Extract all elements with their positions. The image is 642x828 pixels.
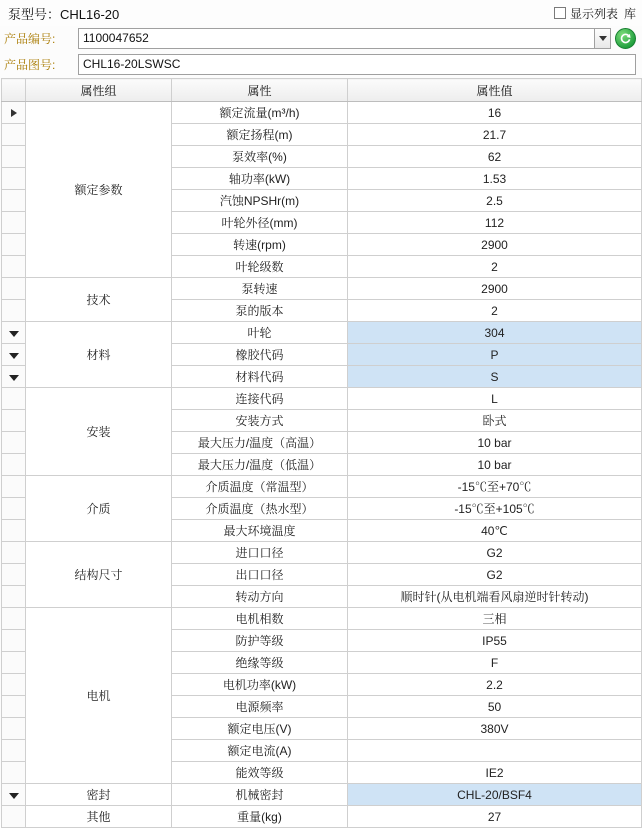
attribute-name-cell: 汽蚀NPSHr(m) — [172, 190, 348, 212]
column-header-group[interactable]: 属性组 — [26, 79, 172, 102]
attribute-value-cell[interactable]: P — [348, 344, 642, 366]
table-header-row — [2, 79, 642, 102]
table-row[interactable] — [2, 784, 642, 806]
attribute-name-cell: 叶轮 — [172, 322, 348, 344]
attribute-value-cell[interactable]: G2 — [348, 564, 642, 586]
row-marker-expand[interactable] — [2, 322, 26, 344]
table-row[interactable] — [2, 542, 642, 564]
attribute-value-cell[interactable]: IP55 — [348, 630, 642, 652]
attribute-name-cell: 介质温度（热水型） — [172, 498, 348, 520]
attribute-name-cell: 泵的版本 — [172, 300, 348, 322]
attribute-name-cell: 重量(kg) — [172, 806, 348, 828]
attribute-group-cell: 额定参数 — [26, 102, 172, 278]
attribute-name-cell: 材料代码 — [172, 366, 348, 388]
attribute-name-cell: 连接代码 — [172, 388, 348, 410]
row-marker[interactable] — [2, 696, 26, 718]
attribute-name-cell: 泵转速 — [172, 278, 348, 300]
row-marker[interactable] — [2, 564, 26, 586]
attribute-name-cell: 转速(rpm) — [172, 234, 348, 256]
table-row[interactable] — [2, 278, 642, 300]
attribute-value-cell[interactable]: 304 — [348, 322, 642, 344]
attribute-name-cell: 电源频率 — [172, 696, 348, 718]
attribute-name-cell: 介质温度（常温型） — [172, 476, 348, 498]
attribute-value-cell[interactable]: 2.5 — [348, 190, 642, 212]
chevron-down-icon — [599, 36, 607, 41]
attribute-value-cell[interactable]: 卧式 — [348, 410, 642, 432]
table-row[interactable] — [2, 608, 642, 630]
checkbox-box-icon[interactable] — [554, 7, 566, 19]
attribute-value-cell[interactable]: 2.2 — [348, 674, 642, 696]
row-marker[interactable] — [2, 124, 26, 146]
attribute-name-cell: 能效等级 — [172, 762, 348, 784]
table-row[interactable] — [2, 806, 642, 828]
row-marker[interactable] — [2, 520, 26, 542]
attribute-value-cell[interactable]: 10 bar — [348, 454, 642, 476]
row-marker[interactable] — [2, 586, 26, 608]
product-code-row — [0, 26, 642, 50]
product-code-control — [78, 28, 636, 49]
row-marker[interactable] — [2, 410, 26, 432]
row-marker[interactable] — [2, 718, 26, 740]
row-marker[interactable] — [2, 806, 26, 828]
refresh-button[interactable] — [615, 28, 636, 49]
attribute-name-cell: 叶轮级数 — [172, 256, 348, 278]
row-marker[interactable] — [2, 652, 26, 674]
attribute-name-cell: 转动方向 — [172, 586, 348, 608]
attribute-group-cell: 电机 — [26, 608, 172, 784]
table-row[interactable] — [2, 476, 642, 498]
attributes-table — [1, 78, 642, 828]
chevron-down-icon — [9, 793, 19, 799]
attribute-group-cell: 材料 — [26, 322, 172, 388]
attribute-value-cell[interactable]: IE2 — [348, 762, 642, 784]
attribute-group-cell: 其他 — [26, 806, 172, 828]
page-title: 泵型号：CHL16-20 — [8, 6, 120, 22]
chevron-down-icon — [9, 375, 19, 381]
product-drawing-row — [0, 52, 642, 76]
row-marker-expand[interactable] — [2, 366, 26, 388]
row-marker[interactable] — [2, 234, 26, 256]
row-marker[interactable] — [2, 300, 26, 322]
row-marker-header — [2, 79, 26, 102]
attribute-name-cell: 出口口径 — [172, 564, 348, 586]
attribute-value-cell[interactable]: 1.53 — [348, 168, 642, 190]
table-row[interactable] — [2, 388, 642, 410]
row-marker[interactable] — [2, 498, 26, 520]
header-extra-text: 库 — [623, 6, 636, 21]
row-marker[interactable] — [2, 630, 26, 652]
attribute-value-cell[interactable]: F — [348, 652, 642, 674]
attribute-value-cell[interactable]: 顺时针(从电机端看风扇逆时针转动) — [348, 586, 642, 608]
row-marker[interactable] — [2, 168, 26, 190]
chevron-down-icon — [9, 353, 19, 359]
attribute-value-cell[interactable]: 27 — [348, 806, 642, 828]
show-list-checkbox[interactable] — [554, 5, 618, 22]
column-header-value[interactable]: 属性值 — [348, 79, 642, 102]
attribute-name-cell: 额定电流(A) — [172, 740, 348, 762]
arrow-right-icon — [11, 109, 17, 117]
row-marker[interactable] — [2, 146, 26, 168]
attribute-name-cell: 电机功率(kW) — [172, 674, 348, 696]
row-marker-expand[interactable] — [2, 344, 26, 366]
attribute-name-cell: 安装方式 — [172, 410, 348, 432]
table-row[interactable] — [2, 102, 642, 124]
chevron-down-icon — [9, 331, 19, 337]
product-code-input[interactable] — [78, 28, 594, 49]
attribute-value-cell[interactable]: 2900 — [348, 278, 642, 300]
attribute-name-cell: 叶轮外径(mm) — [172, 212, 348, 234]
attribute-name-cell: 额定扬程(m) — [172, 124, 348, 146]
attribute-group-cell: 介质 — [26, 476, 172, 542]
row-marker[interactable] — [2, 278, 26, 300]
product-drawing-control — [78, 54, 636, 75]
attribute-value-cell[interactable]: L — [348, 388, 642, 410]
attribute-value-cell[interactable]: 2900 — [348, 234, 642, 256]
attribute-value-cell[interactable]: 112 — [348, 212, 642, 234]
row-marker[interactable] — [2, 212, 26, 234]
row-marker-expand[interactable] — [2, 784, 26, 806]
attribute-name-cell: 绝缘等级 — [172, 652, 348, 674]
product-drawing-label: 产品图号: — [4, 57, 56, 72]
attribute-value-cell[interactable]: S — [348, 366, 642, 388]
attributes-table-wrap — [0, 78, 642, 828]
attribute-name-cell: 最大压力/温度（高温） — [172, 432, 348, 454]
attribute-group-cell: 结构尺寸 — [26, 542, 172, 608]
table-body — [2, 102, 642, 828]
row-marker[interactable] — [2, 542, 26, 564]
row-marker[interactable] — [2, 674, 26, 696]
product-code-label: 产品编号: — [4, 31, 56, 46]
show-list-label: 显示列表 — [569, 6, 618, 21]
row-marker[interactable] — [2, 762, 26, 784]
row-marker[interactable] — [2, 454, 26, 476]
row-marker[interactable] — [2, 432, 26, 454]
attribute-value-cell[interactable]: 2 — [348, 256, 642, 278]
row-marker[interactable] — [2, 256, 26, 278]
attribute-name-cell: 泵效率(%) — [172, 146, 348, 168]
attribute-value-cell[interactable]: 40℃ — [348, 520, 642, 542]
attribute-name-cell: 进口口径 — [172, 542, 348, 564]
attribute-value-cell[interactable]: 380V — [348, 718, 642, 740]
attribute-group-cell: 安装 — [26, 388, 172, 476]
row-marker[interactable] — [2, 476, 26, 498]
row-marker[interactable] — [2, 388, 26, 410]
attribute-name-cell: 轴功率(kW) — [172, 168, 348, 190]
attribute-value-cell[interactable] — [348, 740, 642, 762]
product-drawing-input[interactable] — [78, 54, 636, 75]
row-marker[interactable] — [2, 740, 26, 762]
attribute-name-cell: 橡胶代码 — [172, 344, 348, 366]
attribute-name-cell: 机械密封 — [172, 784, 348, 806]
attribute-name-cell: 最大压力/温度（低温） — [172, 454, 348, 476]
row-marker[interactable] — [2, 190, 26, 212]
table-row[interactable] — [2, 322, 642, 344]
attribute-value-cell[interactable]: 16 — [348, 102, 642, 124]
attribute-value-cell[interactable]: -15℃至+70℃ — [348, 476, 642, 498]
attribute-value-cell[interactable]: CHL-20/BSF4 — [348, 784, 642, 806]
column-header-attribute[interactable]: 属性 — [172, 79, 348, 102]
attribute-value-cell[interactable]: G2 — [348, 542, 642, 564]
attribute-value-cell[interactable]: -15℃至+105℃ — [348, 498, 642, 520]
attribute-name-cell: 最大环境温度 — [172, 520, 348, 542]
window-header — [0, 0, 642, 26]
attribute-value-cell[interactable]: 62 — [348, 146, 642, 168]
row-marker-current[interactable] — [2, 102, 26, 124]
refresh-icon — [619, 32, 632, 45]
attribute-value-cell[interactable]: 2 — [348, 300, 642, 322]
attribute-value-cell[interactable]: 10 bar — [348, 432, 642, 454]
attribute-value-cell[interactable]: 21.7 — [348, 124, 642, 146]
attribute-name-cell: 电机相数 — [172, 608, 348, 630]
attribute-name-cell: 防护等级 — [172, 630, 348, 652]
product-code-dropdown-button[interactable] — [594, 28, 611, 49]
row-marker[interactable] — [2, 608, 26, 630]
attribute-value-cell[interactable]: 50 — [348, 696, 642, 718]
attribute-group-cell: 密封 — [26, 784, 172, 806]
attribute-name-cell: 额定电压(V) — [172, 718, 348, 740]
attribute-value-cell[interactable]: 三相 — [348, 608, 642, 630]
attribute-name-cell: 额定流量(m³/h) — [172, 102, 348, 124]
attribute-group-cell: 技术 — [26, 278, 172, 322]
